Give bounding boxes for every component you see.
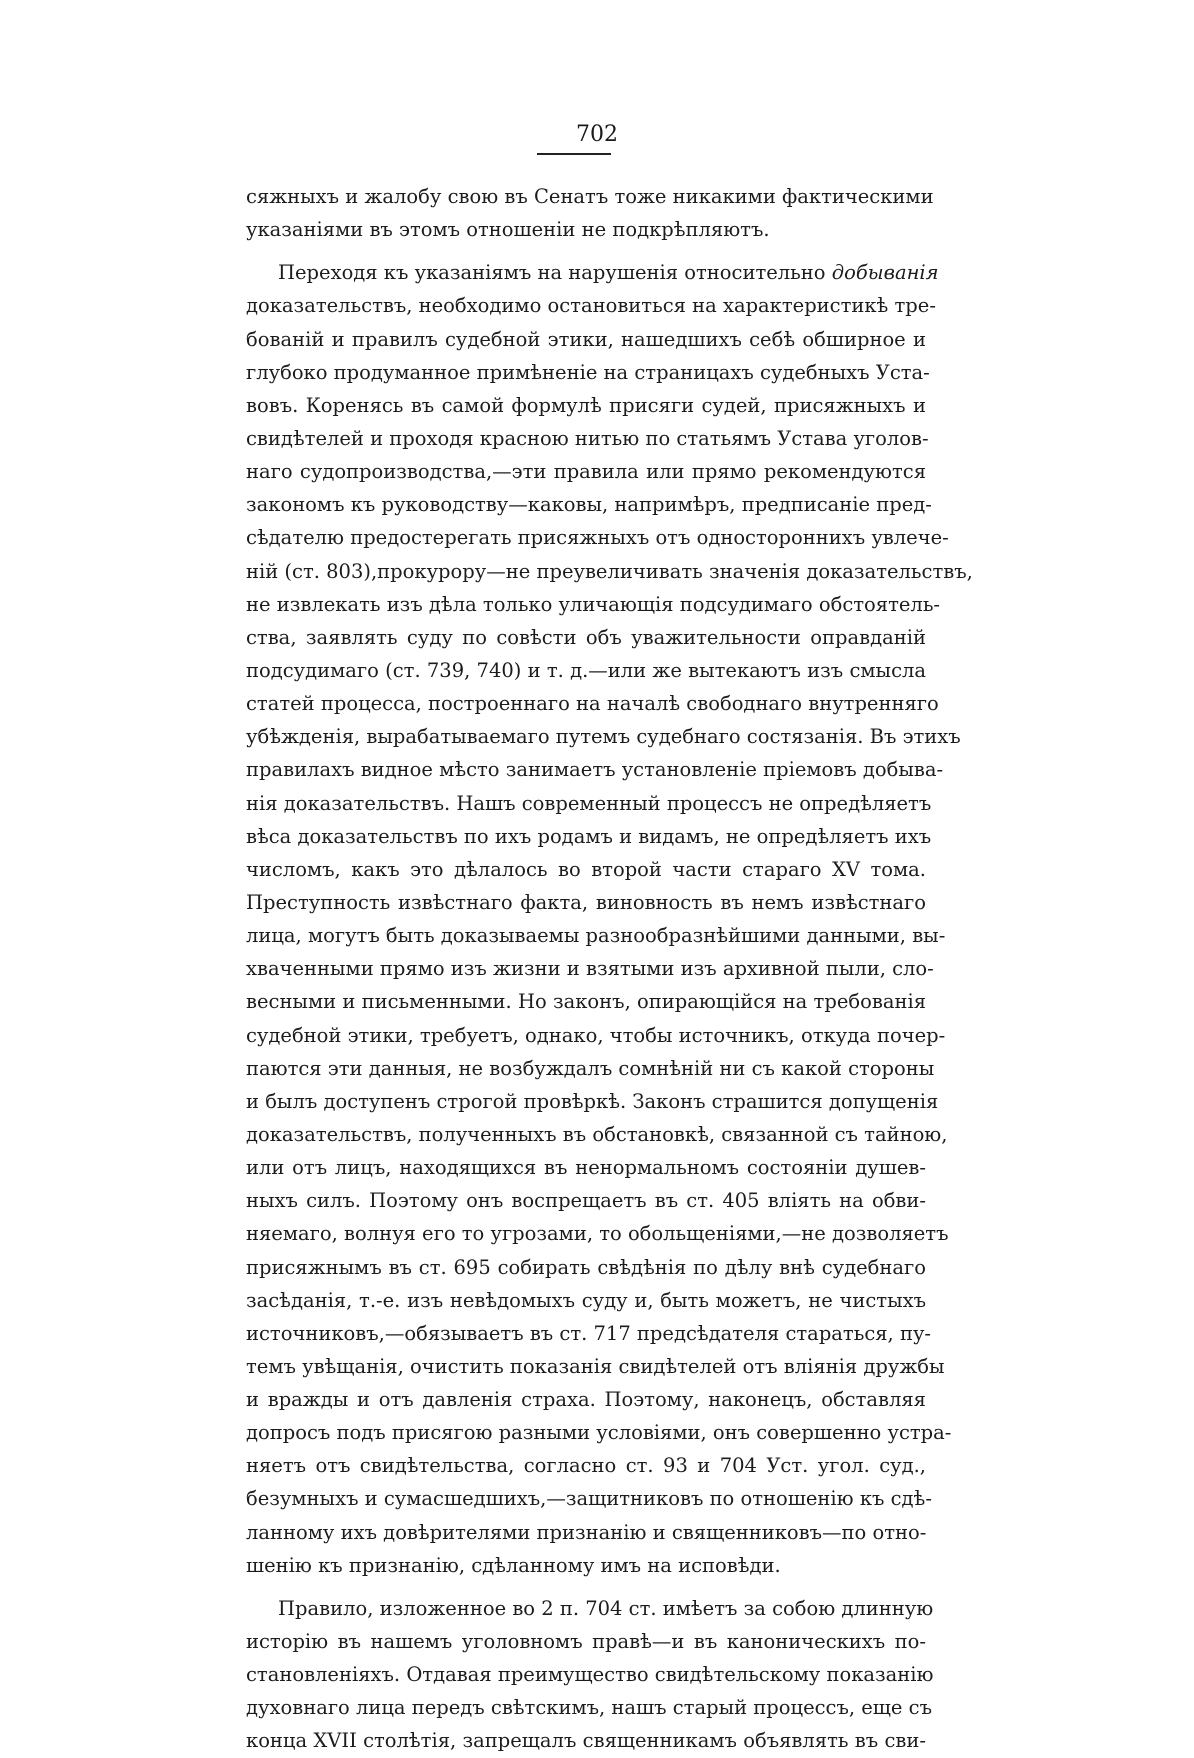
text-line: убѣжденія, вырабатываемаго путемъ судебнаго состязанія. Въ этихъ: [246, 725, 961, 749]
emphasized-word: добыванія: [831, 261, 939, 285]
text-line: доказательствъ, полученныхъ въ обстановкѣ, связанной съ тайною,: [246, 1122, 948, 1146]
text-line: вѣса доказательствъ по ихъ родамъ и видамъ, не опредѣляетъ ихъ: [246, 824, 932, 848]
text-line: ства, заявлять суду по совѣсти объ уважительности оправданій: [246, 625, 926, 649]
text-line: правилахъ видное мѣсто занимаетъ установленіе пріемовъ добыва-: [246, 758, 944, 782]
text-line: нія доказательствъ. Нашъ современный процессъ не опредѣляетъ: [246, 791, 932, 815]
text-line: наго судопроизводства,—эти правила или прямо рекомендуются: [246, 460, 926, 484]
page-number: 702: [576, 122, 618, 147]
text-line: паются эти данныя, не возбуждалъ сомнѣній ни съ какой стороны: [246, 1056, 935, 1080]
text-line: указаніями въ этомъ отношеніи не подкрѣпляютъ.: [246, 218, 770, 242]
text-line: источниковъ,—обязываетъ въ ст. 717 предсѣдателя стараться, пу-: [246, 1321, 932, 1345]
text-line: сѣдателю предостерегать присяжныхъ отъ одностороннихъ увлече-: [246, 526, 949, 550]
paragraph: [246, 1592, 934, 1758]
text-line: лица, могутъ быть доказываемы разнообразнѣйшими данными, вы-: [246, 924, 946, 948]
text-line: числомъ, какъ это дѣлалось во второй части стараго XV тома.: [246, 857, 926, 881]
text-line: глубоко продуманное примѣненіе на страницахъ судебныхъ Уста-: [246, 360, 930, 384]
text-line: не извлекать изъ дѣла только уличающія подсудимаго обстоятель-: [246, 592, 941, 616]
text-line: безумныхъ и сумасшедшихъ,—защитниковъ по отношенію къ сдѣ-: [246, 1487, 932, 1511]
text-line: Переходя къ указаніямъ на нарушенія относительно добыванія: [278, 261, 939, 285]
text-line: присяжнымъ въ ст. 695 собирать свѣдѣнія по дѣлу внѣ судебнаго: [246, 1255, 926, 1279]
text-line: конца XVII столѣтія, запрещалъ священникамъ объявлять въ сви-: [246, 1729, 926, 1753]
text-line: и былъ доступенъ строгой провѣркѣ. Законъ страшится допущенія: [246, 1089, 939, 1113]
text-line: или отъ лицъ, находящихся въ ненормальномъ состояніи душев-: [246, 1156, 926, 1180]
text-body: [246, 180, 973, 1758]
text-line: весными и письменными. Но законъ, опирающійся на требованія: [246, 990, 926, 1014]
text-line: темъ увѣщанія, очистить показанія свидѣтелей отъ вліянія дружбы: [246, 1354, 945, 1378]
text-line: Правило, изложенное во 2 п. 704 ст. имѣетъ за собою длинную: [278, 1596, 934, 1620]
text-line: доказательствъ, необходимо остановиться на характеристикѣ тре-: [246, 294, 936, 318]
text-line: няемаго, волнуя его то угрозами, то обольщеніями,—не дозволяетъ: [246, 1222, 949, 1246]
text-line: хваченными прямо изъ жизни и взятыми изъ архивной пыли, сло-: [246, 957, 934, 981]
text-line: исторію въ нашемъ уголовномъ правѣ—и въ каноническихъ по-: [246, 1630, 926, 1654]
page-number-rule: [537, 153, 611, 155]
text-line: судебной этики, требуетъ, однако, чтобы источникъ, откуда почер-: [246, 1023, 946, 1047]
text-line: статей процесса, построеннаго на началѣ свободнаго внутренняго: [246, 692, 939, 716]
text-line: ланному ихъ довѣрителями признанію и священниковъ—по отно-: [246, 1520, 927, 1544]
text-line: ній (ст. 803),прокурору—не преувеличивать значенія доказательствъ,: [246, 559, 973, 583]
text-line: Преступность извѣстнаго факта, виновность въ немъ извѣстнаго: [246, 890, 926, 914]
text-line: шенію къ признанію, сдѣланному имъ на исповѣди.: [246, 1553, 781, 1577]
text-line: духовнаго лица передъ свѣтскимъ, нашъ старый процессъ, еще съ: [246, 1696, 932, 1720]
text-line: засѣданія, т.-е. изъ невѣдомыхъ суду и, быть можетъ, не чистыхъ: [246, 1288, 926, 1312]
text-line: ныхъ силъ. Поэтому онъ воспрещаетъ въ ст. 405 вліять на обви-: [246, 1189, 926, 1213]
text-line: становленіяхъ. Отдавая преимущество свидѣтельскому показанію: [246, 1663, 934, 1687]
text-line: свидѣтелей и проходя красною нитью по статьямъ Устава уголов-: [246, 426, 929, 450]
text-line: бованій и правилъ судебной этики, нашедшихъ себѣ обширное и: [246, 327, 926, 351]
text-line: вовъ. Коренясь въ самой формулѣ присяги судей, присяжныхъ и: [246, 393, 926, 417]
text-line: няетъ отъ свидѣтельства, согласно ст. 93 и 704 Уст. угол. суд.,: [246, 1454, 926, 1478]
text-line: закономъ къ руководству—каковы, напримѣръ, предписаніе пред-: [246, 493, 932, 517]
paragraph: [246, 256, 973, 1582]
text-line: подсудимаго (ст. 739, 740) и т. д.—или же вытекаютъ изъ смысла: [246, 658, 926, 682]
text-line: сяжныхъ и жалобу свою въ Сенатъ тоже никакими фактическими: [246, 185, 934, 208]
paragraph: [246, 180, 934, 246]
text-line: допросъ подъ присягою разными условіями, онъ совершенно устра-: [246, 1421, 952, 1445]
text-line: и вражды и отъ давленія страха. Поэтому, наконецъ, обставляя: [246, 1388, 926, 1412]
